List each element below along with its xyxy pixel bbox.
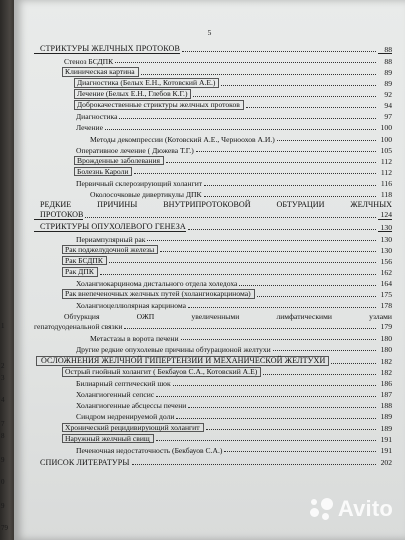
toc-entry-title: Лечение (Белых Е.Н., Глебов К.Г.): [74, 89, 191, 99]
table-of-contents: [34, 42, 392, 467]
toc-entry: [34, 410, 392, 421]
toc-entry-title: Метастазы в ворота печени: [90, 333, 179, 343]
toc-entry-title: Диагностика (Белых Е.Н., Котовский А.Е.): [74, 78, 219, 88]
toc-entry-title: СПИСОК ЛИТЕРАТУРЫ: [40, 457, 130, 467]
toc-entry: [34, 443, 392, 454]
toc-entry-title: Лечение: [76, 123, 103, 133]
toc-entry-title: Печеночная недостаточность (Бекбауов С.А.): [76, 445, 223, 455]
toc-entry-title: СТРИКТУРЫ ОПУХОЛЕВОГО ГЕНЕЗА: [34, 223, 186, 232]
toc-entry: [34, 154, 392, 165]
edge-number: 4: [1, 396, 5, 404]
toc-entry-title: ОСЛОЖНЕНИЯ ЖЕЛЧНОЙ ГИПЕРТЕНЗИИ И МЕХАНИЧЕСКОЙ ЖЕЛТУХИ: [36, 356, 329, 366]
toc-section-heading: [34, 454, 392, 466]
toc-entry: [34, 288, 392, 299]
toc-entry-title: Клиническая картина: [62, 67, 139, 77]
toc-entry-word: Обтуркция: [64, 311, 100, 321]
toc-entry-page: 189: [380, 423, 392, 433]
toc-entry-page: 164: [380, 279, 392, 289]
toc-entry: [34, 421, 392, 432]
toc-entry-page: 179: [380, 322, 392, 332]
toc-entry-title: Околосочковые дивертикулы ДПК: [90, 190, 202, 200]
book-page: [14, 0, 405, 540]
toc-entry: [34, 377, 392, 388]
toc-entry-page: 97: [384, 112, 392, 122]
toc-entry-page: 188: [380, 401, 392, 411]
toc-entry: [34, 199, 392, 220]
toc-entry-word: ЖЕЛЧНЫХ: [350, 200, 392, 210]
edge-number: 79: [1, 524, 8, 532]
toc-entry: [34, 232, 392, 243]
toc-entry: [34, 65, 392, 76]
toc-entry: [34, 399, 392, 410]
toc-entry-page: 156: [380, 256, 392, 266]
toc-entry-title: Болезнь Кароли: [74, 167, 132, 177]
toc-section-heading: [34, 220, 392, 232]
toc-entry-page: 180: [380, 333, 392, 343]
toc-entry-title: Рак ДПК: [62, 267, 98, 277]
toc-entry-title: Врожденные заболевания: [74, 156, 164, 166]
toc-entry: [34, 265, 392, 276]
edge-number: 3: [1, 374, 5, 382]
toc-entry-title: Первичный склерозирующий холангит: [76, 178, 203, 188]
toc-entry-title-cont: ПРОТОКОВ: [34, 211, 83, 220]
toc-entry-page: 89: [384, 67, 392, 77]
toc-entry-word: узлами: [369, 311, 392, 321]
toc-entry-page: 186: [380, 379, 392, 389]
toc-entry-word: лимфатическими: [276, 311, 332, 321]
toc-entry-title: Рак поджелудочной железы: [62, 245, 158, 255]
toc-entry-page: 180: [380, 344, 392, 354]
toc-section-heading: [34, 42, 392, 54]
toc-entry-page: 116: [380, 178, 392, 188]
edge-number: 2: [1, 362, 5, 370]
toc-entry: [34, 331, 392, 342]
toc-entry: [34, 77, 392, 88]
toc-entry-word: ОБТУРАЦИИ: [276, 200, 325, 210]
toc-section-heading: [34, 353, 392, 365]
toc-entry-page: 162: [380, 267, 392, 277]
toc-entry-page: 202: [380, 458, 392, 468]
toc-entry: [34, 299, 392, 310]
toc-entry-page: 130: [378, 224, 392, 233]
toc-entry: [34, 165, 392, 176]
toc-entry-page: 105: [380, 145, 392, 155]
toc-entry: [34, 143, 392, 154]
toc-entry-page: 175: [380, 290, 392, 300]
toc-entry-page: 118: [380, 190, 392, 200]
toc-entry-page: 92: [384, 90, 392, 100]
toc-entry-title: Рак БСДПК: [62, 256, 107, 266]
toc-entry: [34, 366, 392, 377]
toc-entry: [34, 432, 392, 443]
toc-entry: [34, 254, 392, 265]
toc-entry-page: 178: [380, 301, 392, 311]
toc-entry: [34, 132, 392, 143]
toc-entry: [34, 188, 392, 199]
toc-entry: [34, 310, 392, 331]
toc-entry: [34, 88, 392, 99]
toc-entry-page: 187: [380, 390, 392, 400]
toc-entry-title: Холангиогенный сепсис: [76, 390, 155, 400]
toc-entry-title: Наружный желчный свищ: [62, 434, 154, 444]
toc-entry-word: РЕДКИЕ: [40, 200, 72, 210]
toc-entry-title: Методы декомпрессии (Котовский А.Е., Черноохов А.И.): [90, 134, 275, 144]
watermark-brand: Avito: [337, 496, 393, 521]
toc-entry: [34, 99, 392, 110]
page-number: 5: [207, 28, 212, 37]
toc-entry-page: 130: [380, 245, 392, 255]
toc-entry-title: Оперативное лечение ( Дюжева Т.Г.): [76, 145, 194, 155]
toc-entry-page: 189: [380, 412, 392, 422]
toc-entry-page: 112: [380, 167, 392, 177]
toc-entry-word: ПРИЧИНЫ: [97, 200, 138, 210]
toc-entry-title: Рак внепеченочных желчных путей (холангиокарцинома): [62, 289, 255, 299]
toc-entry-word: ВНУТРИПРОТОКОВОЙ: [163, 200, 251, 210]
toc-entry-title: Стеноз БСДПК: [64, 56, 114, 66]
toc-entry-title: Диагностика: [76, 112, 118, 122]
avito-watermark: [308, 496, 393, 522]
toc-entry-page: 124: [378, 211, 392, 220]
edge-number: 8: [1, 432, 5, 440]
toc-entry-title: Холангиокарцинома дистального отдела холедоха: [76, 279, 238, 289]
toc-entry-title: Билиарный септический шок: [76, 379, 171, 389]
toc-entry-title: Доброкачественные стриктуры желчных протоков: [74, 100, 244, 110]
toc-entry-title: Холангиогенные абсцессы печени: [76, 401, 187, 411]
toc-entry-page: 100: [380, 134, 392, 144]
toc-entry: [34, 342, 392, 353]
edge-number: 0: [1, 478, 5, 486]
toc-entry-page: 182: [380, 357, 392, 367]
toc-entry-word: ОЖП: [136, 311, 155, 321]
toc-entry-title: Синдром недренируемой доли: [76, 412, 175, 422]
toc-entry-title-cont: гепатодуоденальной связки: [34, 322, 123, 332]
toc-entry-page: 88: [384, 56, 392, 66]
toc-entry-page: 89: [384, 79, 392, 89]
toc-entry-page: 100: [380, 123, 392, 133]
toc-entry-page: 88: [378, 46, 392, 55]
toc-entry: [34, 388, 392, 399]
adjacent-page-edge: [0, 0, 14, 540]
edge-number: 7: [1, 420, 5, 428]
toc-entry: [34, 110, 392, 121]
toc-entry: [34, 243, 392, 254]
toc-entry-page: 130: [380, 234, 392, 244]
toc-entry: [34, 121, 392, 132]
toc-entry: [34, 54, 392, 65]
toc-entry-page: 191: [380, 434, 392, 444]
toc-entry-word: увеличенными: [191, 311, 240, 321]
toc-entry-title: СТРИКТУРЫ ЖЕЛЧНЫХ ПРОТОКОВ: [34, 45, 180, 54]
toc-entry: [34, 277, 392, 288]
toc-entry-page: 112: [380, 156, 392, 166]
toc-entry-page: 191: [380, 445, 392, 455]
edge-number: 9: [1, 456, 5, 464]
toc-entry-title: Острый гнойный холангит ( Бекбауов С.А., Котовский А.Е): [62, 367, 261, 377]
toc-entry-page: 182: [380, 368, 392, 378]
edge-number: 1: [1, 322, 5, 330]
edge-number: 9: [1, 502, 5, 510]
toc-entry-title: Другие редкие опухолевые причины обтурационой желтухи: [76, 344, 271, 354]
avito-logo-icon: [308, 496, 334, 522]
toc-entry-title: Хронический рецидивирующий холангит: [62, 423, 204, 433]
toc-entry: [34, 176, 392, 187]
toc-entry-title: Холангиоцеллюлярная карцинома: [76, 301, 187, 311]
toc-entry-title: Периампулярный рак: [76, 234, 146, 244]
toc-entry-page: 94: [384, 101, 392, 111]
